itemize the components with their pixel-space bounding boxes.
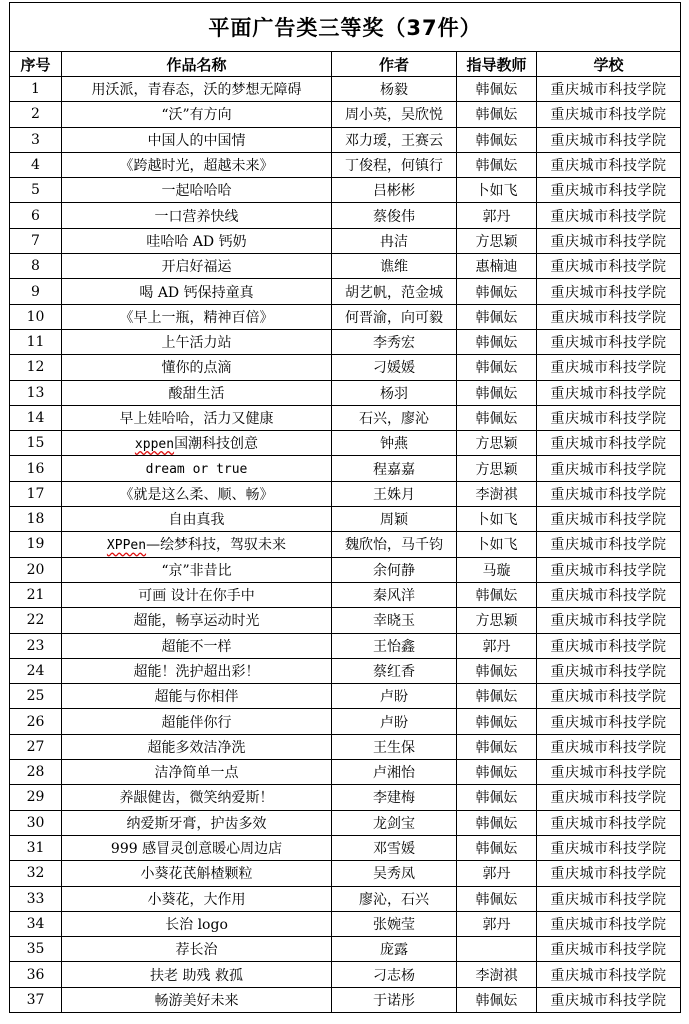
cell-school: 重庆城市科技学院	[537, 279, 681, 304]
cell-title	[62, 734, 332, 759]
cell-author: 丁俊程，何镇行	[332, 152, 457, 177]
cell-no: 37	[10, 987, 62, 1012]
cell-teacher: 方思颖	[457, 228, 537, 253]
cell-school: 重庆城市科技学院	[537, 861, 681, 886]
cell-title	[62, 127, 332, 152]
header-author: 作者	[332, 52, 457, 77]
cell-no: 2	[10, 102, 62, 127]
cell-teacher: 韩佩妘	[457, 127, 537, 152]
cell-school: 重庆城市科技学院	[537, 962, 681, 987]
cell-title	[62, 684, 332, 709]
cell-author: 蔡红香	[332, 658, 457, 683]
cell-author: 张婉莹	[332, 911, 457, 936]
cell-title	[62, 962, 332, 987]
cell-no: 18	[10, 507, 62, 532]
cell-title-text: 超能多效洁净洗	[147, 739, 246, 756]
cell-teacher: 韩佩妘	[457, 329, 537, 354]
cell-title-latin: xppen	[134, 437, 175, 453]
cell-teacher: 李澍祺	[457, 481, 537, 506]
cell-author: 卢盼	[332, 684, 457, 709]
cell-school: 重庆城市科技学院	[537, 608, 681, 633]
cell-school: 重庆城市科技学院	[537, 127, 681, 152]
cell-title-text: 自由真我	[168, 512, 225, 529]
cell-title	[62, 810, 332, 835]
cell-author: 王生保	[332, 734, 457, 759]
cell-author: 石兴，廖沁	[332, 405, 457, 430]
table-row	[10, 987, 681, 1012]
cell-school: 重庆城市科技学院	[537, 77, 681, 102]
cell-title-text: 999 感冒灵创意暖心周边店	[110, 841, 283, 858]
cell-no: 36	[10, 962, 62, 987]
cell-teacher: 方思颖	[457, 608, 537, 633]
cell-title-text: 《早上一瓶，精神百倍》	[119, 309, 274, 326]
table-row	[10, 734, 681, 759]
cell-author: 邓雪媛	[332, 835, 457, 860]
cell-no: 14	[10, 405, 62, 430]
cell-title	[62, 456, 332, 481]
cell-title-text: 早上娃哈哈，活力又健康	[119, 411, 274, 427]
cell-title-text: “京”非昔比	[161, 562, 232, 579]
cell-title	[62, 861, 332, 886]
cell-teacher: 马璇	[457, 557, 537, 582]
cell-no: 33	[10, 886, 62, 911]
cell-author: 于诺彤	[332, 987, 457, 1012]
table-row	[10, 304, 681, 329]
cell-author: 邓力瑷，王赛云	[332, 127, 457, 152]
cell-title-latin: dream or true	[145, 461, 248, 477]
cell-author: 谯维	[332, 254, 457, 279]
table-row	[10, 178, 681, 203]
cell-author: 卢湘怡	[332, 760, 457, 785]
table-row	[10, 886, 681, 911]
cell-title-text: 用沃派，青春态，沃的梦想无障碍	[91, 82, 302, 99]
cell-title-text: 开启好福运	[161, 259, 232, 276]
table-row	[10, 532, 681, 557]
cell-no: 29	[10, 785, 62, 810]
cell-teacher: 卜如飞	[457, 532, 537, 557]
cell-title	[62, 911, 332, 936]
cell-author: 卢盼	[332, 709, 457, 734]
cell-no: 19	[10, 532, 62, 557]
cell-title-text: 超能伴你行	[161, 714, 232, 731]
cell-title-text: 上午活力站	[161, 335, 232, 352]
cell-teacher: 方思颖	[457, 456, 537, 481]
cell-teacher: 韩佩妘	[457, 785, 537, 810]
cell-title	[62, 937, 332, 962]
cell-teacher: 韩佩妘	[457, 405, 537, 430]
cell-author: 廖沁，石兴	[332, 886, 457, 911]
cell-no: 34	[10, 911, 62, 936]
cell-no: 24	[10, 658, 62, 683]
cell-author: 何晋渝，向可毅	[332, 304, 457, 329]
cell-author: 幸晓玉	[332, 608, 457, 633]
cell-teacher: 韩佩妘	[457, 810, 537, 835]
cell-teacher: 韩佩妘	[457, 987, 537, 1012]
cell-teacher: 惠楠迪	[457, 254, 537, 279]
cell-title	[62, 785, 332, 810]
cell-teacher: 韩佩妘	[457, 760, 537, 785]
cell-school: 重庆城市科技学院	[537, 254, 681, 279]
cell-title-text: 哇哈哈 AD 钙奶	[146, 233, 247, 250]
cell-title-text: “沃”有方向	[161, 107, 232, 124]
cell-school: 重庆城市科技学院	[537, 911, 681, 936]
cell-title	[62, 987, 332, 1012]
cell-teacher: 韩佩妘	[457, 304, 537, 329]
cell-school: 重庆城市科技学院	[537, 507, 681, 532]
table-row	[10, 329, 681, 354]
cell-title	[62, 329, 332, 354]
cell-school: 重庆城市科技学院	[537, 709, 681, 734]
cell-school: 重庆城市科技学院	[537, 937, 681, 962]
table-row	[10, 355, 681, 380]
cell-no: 25	[10, 684, 62, 709]
cell-school: 重庆城市科技学院	[537, 405, 681, 430]
table-row	[10, 431, 681, 456]
header-title: 作品名称	[62, 52, 332, 77]
cell-no: 23	[10, 633, 62, 658]
header-school: 学校	[537, 52, 681, 77]
cell-title-text: 一起哈哈哈	[161, 183, 232, 200]
cell-teacher: 韩佩妘	[457, 886, 537, 911]
cell-title	[62, 152, 332, 177]
table-row	[10, 709, 681, 734]
cell-teacher: 韩佩妘	[457, 77, 537, 102]
table-row	[10, 760, 681, 785]
cell-title	[62, 481, 332, 506]
table-row	[10, 152, 681, 177]
cell-title	[62, 835, 332, 860]
award-table	[9, 2, 681, 1013]
cell-school: 重庆城市科技学院	[537, 532, 681, 557]
table-row	[10, 835, 681, 860]
title-row	[10, 3, 681, 52]
table-row	[10, 203, 681, 228]
cell-author: 吴秀凤	[332, 861, 457, 886]
cell-title	[62, 203, 332, 228]
cell-school: 重庆城市科技学院	[537, 684, 681, 709]
header-no: 序号	[10, 52, 62, 77]
cell-teacher: 郭丹	[457, 911, 537, 936]
table-row	[10, 861, 681, 886]
cell-school: 重庆城市科技学院	[537, 228, 681, 253]
cell-author: 龙剑宝	[332, 810, 457, 835]
cell-school: 重庆城市科技学院	[537, 582, 681, 607]
cell-school: 重庆城市科技学院	[537, 785, 681, 810]
cell-title	[62, 102, 332, 127]
cell-author: 胡艺帆，范金城	[332, 279, 457, 304]
header-teacher: 指导教师	[457, 52, 537, 77]
cell-school: 重庆城市科技学院	[537, 102, 681, 127]
cell-title	[62, 557, 332, 582]
cell-title-text: 长治 logo	[165, 916, 228, 933]
table-row	[10, 633, 681, 658]
table-row	[10, 557, 681, 582]
cell-title	[62, 532, 332, 557]
cell-no: 16	[10, 456, 62, 481]
cell-school: 重庆城市科技学院	[537, 557, 681, 582]
cell-no: 28	[10, 760, 62, 785]
cell-no: 6	[10, 203, 62, 228]
table-row	[10, 608, 681, 633]
cell-title-text: 荐长治	[175, 942, 218, 959]
cell-author: 冉洁	[332, 228, 457, 253]
cell-title	[62, 380, 332, 405]
cell-author: 周颖	[332, 507, 457, 532]
cell-no: 32	[10, 861, 62, 886]
cell-author: 魏欣怡，马千钧	[332, 532, 457, 557]
cell-school: 重庆城市科技学院	[537, 886, 681, 911]
cell-title-text: —绘梦科技，驾驭未来	[146, 537, 287, 554]
cell-title	[62, 355, 332, 380]
cell-title-text: 国潮科技创意	[174, 436, 259, 453]
cell-no: 15	[10, 431, 62, 456]
table-row	[10, 684, 681, 709]
cell-no: 31	[10, 835, 62, 860]
cell-no: 12	[10, 355, 62, 380]
cell-school: 重庆城市科技学院	[537, 734, 681, 759]
cell-school: 重庆城市科技学院	[537, 760, 681, 785]
cell-author: 蔡俊伟	[332, 203, 457, 228]
cell-title	[62, 279, 332, 304]
cell-title-latin: XPPen	[106, 538, 147, 554]
table-row	[10, 658, 681, 683]
cell-title-text: 养龈健齿，微笑纳爱斯！	[119, 790, 274, 807]
cell-title-text: 超能与你相伴	[154, 689, 239, 706]
cell-title	[62, 431, 332, 456]
cell-no: 13	[10, 380, 62, 405]
cell-teacher: 卜如飞	[457, 178, 537, 203]
cell-school: 重庆城市科技学院	[537, 987, 681, 1012]
table-row	[10, 911, 681, 936]
cell-no: 3	[10, 127, 62, 152]
cell-teacher: 郭丹	[457, 633, 537, 658]
cell-title	[62, 886, 332, 911]
cell-author: 杨羽	[332, 380, 457, 405]
cell-school: 重庆城市科技学院	[537, 431, 681, 456]
table-row	[10, 962, 681, 987]
cell-teacher: 韩佩妘	[457, 102, 537, 127]
table-row	[10, 405, 681, 430]
cell-title-text: 纳爱斯牙膏，护齿多效	[126, 815, 267, 832]
table-row	[10, 582, 681, 607]
cell-no: 26	[10, 709, 62, 734]
cell-title-text: 小葵花芪斛楂颗粒	[140, 866, 253, 883]
cell-school: 重庆城市科技学院	[537, 456, 681, 481]
cell-author: 杨毅	[332, 77, 457, 102]
cell-author: 钟燕	[332, 431, 457, 456]
cell-title-text: 畅游美好未来	[154, 992, 239, 1009]
cell-title	[62, 633, 332, 658]
cell-title-text: 中国人的中国情	[147, 132, 246, 149]
cell-teacher: 李澍祺	[457, 962, 537, 987]
cell-author: 王姝月	[332, 481, 457, 506]
cell-author: 余何静	[332, 557, 457, 582]
cell-title-text: 小葵花，大作用	[147, 891, 246, 908]
cell-teacher: 郭丹	[457, 203, 537, 228]
cell-no: 11	[10, 329, 62, 354]
cell-teacher: 卜如飞	[457, 507, 537, 532]
cell-school: 重庆城市科技学院	[537, 633, 681, 658]
cell-title-text: 超能不一样	[161, 638, 232, 655]
cell-school: 重庆城市科技学院	[537, 835, 681, 860]
cell-author: 周小英，吴欣悦	[332, 102, 457, 127]
cell-no: 1	[10, 77, 62, 102]
cell-school: 重庆城市科技学院	[537, 178, 681, 203]
cell-title	[62, 405, 332, 430]
cell-no: 7	[10, 228, 62, 253]
cell-teacher: 郭丹	[457, 861, 537, 886]
table-title: 平面广告类三等奖（37件）	[10, 3, 681, 52]
award-sheet	[9, 2, 680, 1013]
cell-no: 17	[10, 481, 62, 506]
cell-no: 20	[10, 557, 62, 582]
cell-title	[62, 77, 332, 102]
cell-teacher: 韩佩妘	[457, 279, 537, 304]
table-row	[10, 507, 681, 532]
cell-title-text: 《就是这么柔、顺、畅》	[119, 486, 274, 503]
table-row	[10, 127, 681, 152]
table-row	[10, 279, 681, 304]
cell-title	[62, 304, 332, 329]
cell-title	[62, 608, 332, 633]
cell-school: 重庆城市科技学院	[537, 304, 681, 329]
cell-school: 重庆城市科技学院	[537, 481, 681, 506]
header-row	[10, 52, 681, 77]
table-row	[10, 937, 681, 962]
cell-title-text: 喝 AD 钙保持童真	[139, 284, 254, 301]
cell-teacher: 韩佩妘	[457, 684, 537, 709]
cell-title-text: 一口营养快线	[154, 208, 239, 225]
table-row	[10, 102, 681, 127]
table-body	[10, 77, 681, 1013]
cell-author: 程嘉嘉	[332, 456, 457, 481]
cell-school: 重庆城市科技学院	[537, 152, 681, 177]
cell-no: 9	[10, 279, 62, 304]
table-row	[10, 481, 681, 506]
cell-title-text: 扶老 助残 救孤	[150, 967, 243, 984]
cell-teacher: 韩佩妘	[457, 355, 537, 380]
cell-title	[62, 254, 332, 279]
cell-teacher: 韩佩妘	[457, 658, 537, 683]
cell-author: 王怡鑫	[332, 633, 457, 658]
cell-title	[62, 658, 332, 683]
table-row	[10, 228, 681, 253]
cell-teacher	[457, 937, 537, 962]
table-row	[10, 785, 681, 810]
cell-title-text: 超能，畅享运动时光	[133, 613, 260, 630]
cell-teacher: 韩佩妘	[457, 380, 537, 405]
cell-no: 21	[10, 582, 62, 607]
cell-author: 吕彬彬	[332, 178, 457, 203]
cell-school: 重庆城市科技学院	[537, 355, 681, 380]
cell-no: 30	[10, 810, 62, 835]
cell-teacher: 韩佩妘	[457, 582, 537, 607]
cell-no: 5	[10, 178, 62, 203]
cell-teacher: 韩佩妘	[457, 835, 537, 860]
table-row	[10, 810, 681, 835]
cell-no: 8	[10, 254, 62, 279]
cell-teacher: 韩佩妘	[457, 152, 537, 177]
cell-no: 10	[10, 304, 62, 329]
cell-title	[62, 507, 332, 532]
table-row	[10, 456, 681, 481]
table-row	[10, 77, 681, 102]
cell-no: 35	[10, 937, 62, 962]
table-row	[10, 254, 681, 279]
table-row	[10, 380, 681, 405]
cell-author: 李秀宏	[332, 329, 457, 354]
cell-school: 重庆城市科技学院	[537, 658, 681, 683]
cell-school: 重庆城市科技学院	[537, 203, 681, 228]
cell-no: 22	[10, 608, 62, 633]
cell-author: 刁媛媛	[332, 355, 457, 380]
cell-school: 重庆城市科技学院	[537, 810, 681, 835]
cell-author: 秦风洋	[332, 582, 457, 607]
cell-school: 重庆城市科技学院	[537, 380, 681, 405]
cell-author: 庞露	[332, 937, 457, 962]
cell-author: 李建梅	[332, 785, 457, 810]
cell-teacher: 韩佩妘	[457, 709, 537, 734]
cell-teacher: 韩佩妘	[457, 734, 537, 759]
cell-title-text: 懂你的点滴	[161, 360, 232, 377]
cell-title-text: 洁净简单一点	[154, 765, 239, 782]
cell-title-text: 酸甜生活	[168, 385, 225, 402]
cell-author: 刁志杨	[332, 962, 457, 987]
cell-no: 27	[10, 734, 62, 759]
cell-teacher: 方思颖	[457, 431, 537, 456]
cell-title	[62, 228, 332, 253]
cell-no: 4	[10, 152, 62, 177]
cell-title-text: 《跨越时光，超越未来》	[119, 158, 274, 175]
cell-title	[62, 709, 332, 734]
cell-title	[62, 582, 332, 607]
cell-title-text: 超能！洗护超出彩！	[133, 663, 260, 680]
cell-title-text: 可画 设计在你手中	[138, 588, 255, 605]
cell-school: 重庆城市科技学院	[537, 329, 681, 354]
cell-title	[62, 760, 332, 785]
cell-title	[62, 178, 332, 203]
